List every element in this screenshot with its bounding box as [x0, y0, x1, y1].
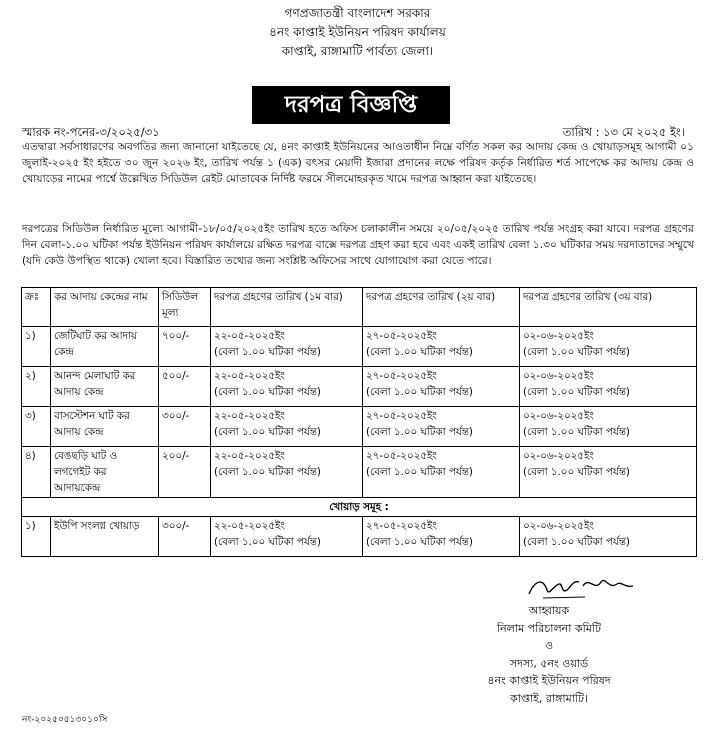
cell-date-2	[363, 517, 520, 557]
time-limit: (বেলা ১.০০ ঘটিকা পর্যন্ত)	[523, 536, 630, 548]
date-value: ২২-০৫-২০২৫ইং	[214, 520, 285, 532]
time-limit: (বেলা ১.০০ ঘটিকা পর্যন্ত)	[523, 346, 630, 358]
cell-price: ৩০০/-	[159, 407, 211, 447]
date-value: ২৭-০৫-২০২৫ইং	[366, 410, 437, 422]
cell-date-1	[211, 367, 363, 407]
date-value: ২২-০৫-২০২৫ইং	[214, 450, 285, 462]
cell-date-1	[211, 447, 363, 498]
signature-image	[525, 572, 645, 602]
col-center-name: কর আদায় কেন্দ্রের নাম	[51, 288, 159, 327]
date-value: ২৭-০৫-২০২৫ইং	[366, 450, 437, 462]
time-limit: (বেলা ১.০০ ঘটিকা পর্যন্ত)	[523, 466, 630, 478]
cell-date-2	[363, 447, 520, 498]
date-value: ২৭-০৫-২০২৫ইং	[366, 330, 437, 342]
time-limit: (বেলা ১.০০ ঘটিকা পর্যন্ত)	[366, 346, 473, 358]
table-row	[22, 327, 697, 367]
notice-paragraph-2: দরপত্রের সিডিউল নির্ধারিত মূল্যে আগামী-১৮/০৫/২০২৫ইং তারিখ হতে অফিস চলাকালীন সময়ে ২০/০৫/২০২৫ তারিখ পর্যন্ত সংগ্রহ করা যাবে। দরপত্র গ্রহণের দিন বেলা-১.০০ ঘটিকা পর্যন্ত ইউনিয়ন পরিষদ কার্যালয়ে রক্ষিত দরপত্র বাক্সে দরপত্র গ্রহণ করা হবে এবং একই তারিখ বেলা ১.৩০ ঘটিকার সময় দরদাতাদের সম্মুখে (যদি কেউ উপস্থিত থাকে) খোলা হবে। বিস্তারিত তথ্যের জন্য সংশ্লিষ্ট অফিসের সাথে যোগাযোগ করা যেতে পারে।	[22, 223, 694, 267]
section-label: খোয়াড় সমূহ :	[22, 498, 697, 517]
header-line-1: গণপ্রজাতন্ত্রী বাংলাদেশ সরকার	[284, 6, 431, 20]
table-row	[22, 447, 697, 498]
header	[0, 4, 715, 61]
cell-serial: ৩)	[22, 407, 51, 447]
date-value: ২২-০৫-২০২৫ইং	[214, 330, 285, 342]
cell-center-name: জেটিঘাট কর আদায় কেন্দ্র	[51, 327, 159, 367]
cell-date-1	[211, 327, 363, 367]
signatory-conj: ও	[544, 639, 554, 652]
cell-serial: ৪)	[22, 447, 51, 498]
time-limit: (বেলা ১.০০ ঘটিকা পর্যন্ত)	[214, 536, 321, 548]
signatory-member: সদস্য, ৫নং ওয়ার্ড	[509, 656, 589, 670]
cell-date-3	[520, 367, 697, 407]
section-header-row	[22, 498, 697, 517]
time-limit: (বেলা ১.০০ ঘটিকা পর্যন্ত)	[366, 466, 473, 478]
memo-number: স্মারক নং-পনের-৩/২০২৫/৩১	[22, 125, 160, 139]
col-date-3: দরপত্র গ্রহণের তারিখ (৩য় বার)	[520, 288, 697, 327]
time-limit: (বেলা ১.০০ ঘটিকা পর্যন্ত)	[366, 386, 473, 398]
cell-date-3	[520, 327, 697, 367]
time-limit: (বেলা ১.০০ ঘটিকা পর্যন্ত)	[366, 426, 473, 438]
notice-date: তারিখ : ১৩ মে ২০২৫ ইং।	[562, 125, 685, 139]
date-value: ০২-০৬-২০২৫ইং	[523, 520, 594, 532]
time-limit: (বেলা ১.০০ ঘটিকা পর্যন্ত)	[366, 536, 473, 548]
cell-serial: ১)	[22, 327, 51, 367]
cell-serial: ২)	[22, 367, 51, 407]
cell-date-2	[363, 327, 520, 367]
signatory-office: ৪নং কাপ্তাই ইউনিয়ন পরিষদ	[487, 674, 611, 687]
date-value: ০২-০৬-২০২৫ইং	[523, 370, 594, 382]
cell-date-3	[520, 407, 697, 447]
date-value: ২২-০৫-২০২৫ইং	[214, 410, 285, 422]
cell-center-name: আনন্দ মেলাঘাট কর আদায় কেন্দ্র	[51, 367, 159, 407]
signatory-committee: নিলাম পরিচালনা কমিটি	[496, 621, 602, 635]
date-value: ২৭-০৫-২০২৫ইং	[366, 370, 437, 382]
table-row	[22, 517, 697, 557]
cell-center-name: বেঙছড়ি ঘাট ও লগগেইট কর আদায়কেন্দ্র	[51, 447, 159, 498]
col-date-2: দরপত্র গ্রহণের তারিখ (২য় বার)	[363, 288, 520, 327]
cell-date-2	[363, 367, 520, 407]
tender-table	[21, 287, 697, 557]
cell-price: ৩০০/-	[159, 517, 211, 557]
col-serial: ক্রঃ	[22, 288, 51, 327]
date-value: ২২-০৫-২০২৫ইং	[214, 370, 285, 382]
time-limit: (বেলা ১.০০ ঘটিকা পর্যন্ত)	[523, 386, 630, 398]
cell-date-1	[211, 407, 363, 447]
time-limit: (বেলা ১.০০ ঘটিকা পর্যন্ত)	[214, 466, 321, 478]
cell-serial: ১)	[22, 517, 51, 557]
notice-paragraph-1: এতদ্বারা সর্বসাধারণের অবগতির জন্য জানানো যাইতেছে যে, ৪নং কাপ্তাই ইউনিয়নের আওতাধীন নিম্নে বর্ণিত সকল কর আদায় কেন্দ্র ও খোয়াড়সমূহ আগামী ০১ জুলাই-২০২৫ ইং হইতে ৩০ জুন ২০২৬ ইং, তারিখ পর্যন্ত ১ (এক) বৎসর মেয়াদী ইজারা প্রদানের লক্ষে পরিষদ কর্তৃক নির্ধারিত শর্ত সাপেক্ষে কর আদায় কেন্দ্র ও খোয়াড়ের নামের পার্শ্বে উল্লেখিত সিডিউল রেইট মোতাবেক নির্দিষ্ট ফরমে সীলমোহরকৃত খামে দরপত্র আহ্বান করা যাইতেছে।	[22, 141, 694, 185]
date-value: ০২-০৬-২০২৫ইং	[523, 450, 594, 462]
time-limit: (বেলা ১.০০ ঘটিকা পর্যন্ত)	[523, 426, 630, 438]
time-limit: (বেলা ১.০০ ঘটিকা পর্যন্ত)	[214, 346, 321, 358]
time-limit: (বেলা ১.০০ ঘটিকা পর্যন্ত)	[214, 426, 321, 438]
time-limit: (বেলা ১.০০ ঘটিকা পর্যন্ত)	[214, 386, 321, 398]
cell-date-1	[211, 517, 363, 557]
cell-center-name: ইউপি সংলগ্ন খোয়াড়	[51, 517, 159, 557]
table-header-row	[22, 288, 697, 327]
table-row	[22, 407, 697, 447]
cell-date-2	[363, 407, 520, 447]
table-row	[22, 367, 697, 407]
cell-date-3	[520, 447, 697, 498]
header-line-2: ৪নং কাপ্তাই ইউনিয়ন পরিষদ কার্যালয়	[269, 25, 446, 39]
date-value: ০২-০৬-২০২৫ইং	[523, 410, 594, 422]
signatory-block	[404, 602, 694, 707]
cell-price: ৫০০/-	[159, 367, 211, 407]
date-value: ০২-০৬-২০২৫ইং	[523, 330, 594, 342]
signatory-role: আহ্বায়ক	[528, 604, 570, 617]
cell-date-3	[520, 517, 697, 557]
notice-title: দরপত্র বিজ্ঞপ্তি	[252, 86, 450, 124]
cell-price: ২০০/-	[159, 447, 211, 498]
col-schedule-price: সিডিউল মূল্য	[159, 288, 211, 327]
date-value: ২৭-০৫-২০২৫ইং	[366, 520, 437, 532]
cell-center-name: বাসস্টেশন ঘাট কর আদায় কেন্দ্র	[51, 407, 159, 447]
cell-price: ৭০০/-	[159, 327, 211, 367]
col-date-1: দরপত্র গ্রহণের তারিখ (১ম বার)	[211, 288, 363, 327]
footnote-ref: নং-২০২৫০৫১৩০১০সি	[22, 715, 108, 725]
signatory-location: কাপ্তাই, রাঙ্গামাটি।	[510, 691, 588, 705]
header-line-3: কাপ্তাই, রাঙ্গামাটি পার্বত্য জেলা।	[281, 44, 434, 58]
